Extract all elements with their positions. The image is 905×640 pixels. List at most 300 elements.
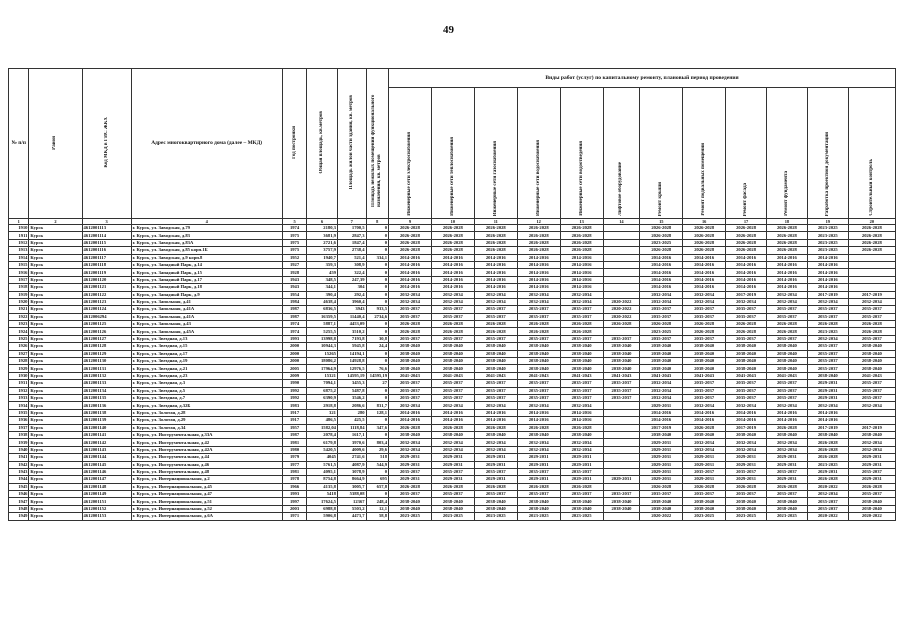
work-period-cell bbox=[603, 446, 640, 453]
kod-cell: 4612001129 bbox=[82, 350, 131, 357]
work-period-cell: 2035-2037 bbox=[683, 491, 726, 498]
work-period-cell: 2026-2028 bbox=[474, 239, 517, 246]
god-cell: 1978 bbox=[282, 476, 307, 483]
work-period-cell bbox=[848, 261, 895, 268]
work-period-cell: 2038-2040 bbox=[683, 505, 726, 512]
work-period-cell: 2038-2040 bbox=[389, 365, 432, 372]
work-period-cell: 2035-2037 bbox=[560, 491, 603, 498]
table-row bbox=[9, 454, 896, 461]
kod-cell: 4612001124 bbox=[82, 306, 131, 313]
work-period-cell bbox=[848, 269, 895, 276]
work-period-cell: 2014-2016 bbox=[683, 254, 726, 261]
work-period-cell: 2038-2040 bbox=[848, 498, 895, 505]
work-period-cell: 2032-2034 bbox=[766, 298, 807, 305]
table-row bbox=[9, 306, 896, 313]
table-row bbox=[9, 468, 896, 475]
work-period-cell: 2035-2037 bbox=[640, 306, 683, 313]
ploshad-zhil-cell: 14595,19 bbox=[337, 372, 366, 379]
ploshad-nezhil-cell: 2734,6 bbox=[366, 313, 388, 320]
work-period-cell: 2029-2031 bbox=[560, 476, 603, 483]
ploshad-obsh-cell: 2721,6 bbox=[307, 239, 338, 246]
ploshad-zhil-cell: 3546,2 bbox=[337, 394, 366, 401]
kod-cell: 4612001152 bbox=[82, 505, 131, 512]
work-period-cell: 2026-2028 bbox=[726, 328, 767, 335]
work-period-cell: 2038-2040 bbox=[474, 358, 517, 365]
row-number: 1910 bbox=[9, 225, 29, 232]
work-period-cell: 2014-2016 bbox=[517, 284, 560, 291]
kod-cell: 4612001118 bbox=[82, 261, 131, 268]
kod-cell: 4612001139 bbox=[82, 417, 131, 424]
work-period-cell: 2026-2028 bbox=[560, 424, 603, 431]
work-period-cell: 2035-2037 bbox=[389, 306, 432, 313]
work-period-cell: 2014-2016 bbox=[474, 254, 517, 261]
ploshad-zhil-cell: 3455,3 bbox=[337, 380, 366, 387]
work-period-cell: 2014-2016 bbox=[640, 269, 683, 276]
work-period-cell: 2038-2040 bbox=[766, 498, 807, 505]
god-cell: 1984 bbox=[282, 298, 307, 305]
row-number: 1930 bbox=[9, 372, 29, 379]
work-period-cell: 2014-2016 bbox=[726, 269, 767, 276]
work-period-cell: 2026-2028 bbox=[474, 321, 517, 328]
table-row bbox=[9, 476, 896, 483]
ploshad-obsh-cell: 17964,9 bbox=[307, 365, 338, 372]
work-period-cell: 2038-2040 bbox=[640, 350, 683, 357]
work-period-cell: 2038-2040 bbox=[766, 431, 807, 438]
work-period-cell: 2032-2034 bbox=[848, 439, 895, 446]
work-period-cell: 2026-2028 bbox=[683, 424, 726, 431]
header-ploshad-zhil: Площадь жилой части здания, кв. метров bbox=[337, 69, 366, 219]
adres-cell: г. Курск, ул. Инструментальная, д.42А bbox=[131, 446, 282, 453]
adres-cell: г. Курск, ул. Интернациональная, д.6А bbox=[131, 513, 282, 520]
work-period-cell: 2026-2028 bbox=[431, 247, 474, 254]
header-work-9: Ремонт фасада bbox=[726, 88, 767, 219]
ploshad-zhil-cell: 5388,08 bbox=[337, 491, 366, 498]
work-period-cell: 2032-2034 bbox=[431, 439, 474, 446]
ploshad-zhil-cell: 11440,4 bbox=[337, 313, 366, 320]
work-period-cell: 2035-2037 bbox=[726, 380, 767, 387]
ploshad-zhil-cell: 14928,8 bbox=[337, 358, 366, 365]
kod-cell: 4612001128 bbox=[82, 343, 131, 350]
work-period-cell: 2014-2016 bbox=[389, 254, 432, 261]
work-period-cell: 2029-2031 bbox=[726, 476, 767, 483]
ploshad-obsh-cell: 5887,1 bbox=[307, 321, 338, 328]
work-period-cell: 2035-2037 bbox=[683, 387, 726, 394]
work-period-cell: 2038-2040 bbox=[389, 358, 432, 365]
work-period-cell: 2035-2037 bbox=[807, 498, 848, 505]
work-period-cell bbox=[603, 261, 640, 268]
work-period-cell: 2026-2028 bbox=[431, 328, 474, 335]
god-cell: 1943 bbox=[282, 276, 307, 283]
work-period-cell: 2038-2040 bbox=[726, 365, 767, 372]
work-period-cell: 2032-2034 bbox=[683, 446, 726, 453]
work-period-cell: 2041-2043 bbox=[560, 372, 603, 379]
rayon-cell: Курск bbox=[29, 446, 82, 453]
work-period-cell: 2038-2040 bbox=[766, 343, 807, 350]
kod-cell: 4612001144 bbox=[82, 454, 131, 461]
column-number: 6 bbox=[307, 219, 338, 225]
work-period-cell bbox=[603, 461, 640, 468]
column-number: 3 bbox=[82, 219, 131, 225]
row-number: 1918 bbox=[9, 284, 29, 291]
work-period-cell: 2035-2037 bbox=[848, 491, 895, 498]
work-period-cell: 2017-2019 bbox=[807, 424, 848, 431]
ploshad-nezhil-cell: 76,6 bbox=[366, 365, 388, 372]
work-period-cell bbox=[603, 254, 640, 261]
work-period-cell: 2014-2016 bbox=[683, 261, 726, 268]
work-period-cell: 2014-2016 bbox=[431, 254, 474, 261]
work-period-cell: 2014-2016 bbox=[683, 269, 726, 276]
work-period-cell: 2038-2040 bbox=[726, 498, 767, 505]
row-number: 1949 bbox=[9, 513, 29, 520]
work-period-cell: 2032-2034 bbox=[389, 291, 432, 298]
ploshad-obsh-cell: 5418 bbox=[307, 491, 338, 498]
ploshad-zhil-cell: 2086,6 bbox=[337, 402, 366, 409]
adres-cell: г. Курск, ул. Золотая, д.29 bbox=[131, 417, 282, 424]
work-period-cell: 2038-2040 bbox=[726, 358, 767, 365]
work-period-cell: 2032-2034 bbox=[726, 446, 767, 453]
rayon-cell: Курск bbox=[29, 269, 82, 276]
column-number: 12 bbox=[517, 219, 560, 225]
kod-cell: 4612001151 bbox=[82, 498, 131, 505]
ploshad-zhil-cell: 3943 bbox=[337, 306, 366, 313]
work-period-cell: 2032-2034 bbox=[517, 298, 560, 305]
work-period-cell: 2017-2019 bbox=[726, 291, 767, 298]
work-period-cell: 2026-2028 bbox=[848, 225, 895, 232]
work-period-cell: 2026-2028 bbox=[560, 321, 603, 328]
adres-cell: г. Курск, ул. Заводская, д.83 bbox=[131, 232, 282, 239]
column-number: 9 bbox=[389, 219, 432, 225]
ploshad-zhil-cell: 2738,4 bbox=[337, 247, 366, 254]
column-number: 13 bbox=[560, 219, 603, 225]
work-period-cell: 2035-2037 bbox=[848, 394, 895, 401]
work-period-cell: 2014-2016 bbox=[389, 284, 432, 291]
work-period-cell: 2038-2040 bbox=[807, 431, 848, 438]
work-period-cell: 2026-2028 bbox=[431, 232, 474, 239]
work-period-cell: 2026-2028 bbox=[807, 476, 848, 483]
rayon-cell: Курск bbox=[29, 468, 82, 475]
work-period-cell: 2038-2040 bbox=[431, 505, 474, 512]
work-period-cell bbox=[603, 483, 640, 490]
work-period-cell: 2035-2037 bbox=[726, 394, 767, 401]
work-period-cell: 2035-2037 bbox=[848, 306, 895, 313]
table-row bbox=[9, 350, 896, 357]
work-period-cell: 2038-2040 bbox=[517, 431, 560, 438]
table-row bbox=[9, 261, 896, 268]
work-period-cell: 2014-2016 bbox=[517, 254, 560, 261]
row-number: 1911 bbox=[9, 232, 29, 239]
god-cell: 2000 bbox=[282, 350, 307, 357]
work-period-cell: 2023-2025 bbox=[807, 328, 848, 335]
adres-cell: г. Курск, ул. Заводская, д.83А bbox=[131, 239, 282, 246]
work-period-cell: 2026-2028 bbox=[766, 232, 807, 239]
work-period-cell: 2026-2028 bbox=[517, 232, 560, 239]
adres-cell: г. Курск, ул. Инструментальная, д.46 bbox=[131, 461, 282, 468]
ploshad-nezhil-cell: 0 bbox=[366, 350, 388, 357]
ploshad-nezhil-cell: 0 bbox=[366, 269, 388, 276]
work-period-cell: 2038-2040 bbox=[431, 350, 474, 357]
work-period-cell: 2017-2019 bbox=[848, 291, 895, 298]
work-period-cell bbox=[848, 276, 895, 283]
work-period-cell: 2038-2040 bbox=[517, 350, 560, 357]
ploshad-zhil-cell: 322,4 bbox=[337, 269, 366, 276]
adres-cell: г. Курск, ул. Звездная, д.32Б bbox=[131, 402, 282, 409]
work-period-cell: 2014-2016 bbox=[807, 284, 848, 291]
work-period-cell: 2026-2028 bbox=[389, 424, 432, 431]
god-cell: 1917 bbox=[282, 417, 307, 424]
rayon-cell: Курск bbox=[29, 505, 82, 512]
work-period-cell: 2035-2037 bbox=[766, 380, 807, 387]
ploshad-nezhil-cell: 14595,19 bbox=[366, 372, 388, 379]
work-period-cell: 2035-2037 bbox=[474, 491, 517, 498]
work-period-cell: 2035-2037 bbox=[560, 335, 603, 342]
work-period-cell: 2026-2028 bbox=[640, 321, 683, 328]
work-period-cell: 2035-2037 bbox=[766, 394, 807, 401]
work-period-cell: 2023-2025 bbox=[807, 232, 848, 239]
work-period-cell: 2014-2016 bbox=[389, 269, 432, 276]
work-period-cell: 2038-2040 bbox=[766, 358, 807, 365]
work-period-cell: 2038-2040 bbox=[640, 365, 683, 372]
work-period-cell: 2026-2028 bbox=[560, 239, 603, 246]
adres-cell: г. Курск, ул. Звездная, д.17 bbox=[131, 350, 282, 357]
header-work-11: Разработка проектной документации bbox=[807, 88, 848, 219]
work-period-cell: 2014-2016 bbox=[683, 284, 726, 291]
work-period-cell: 2014-2016 bbox=[431, 409, 474, 416]
work-period-cell: 2038-2040 bbox=[640, 498, 683, 505]
god-cell: 1981 bbox=[282, 439, 307, 446]
work-period-cell: 2035-2037 bbox=[683, 313, 726, 320]
work-period-cell: 2032-2034 bbox=[560, 298, 603, 305]
kod-cell: 4612001134 bbox=[82, 387, 131, 394]
work-period-cell: 2014-2016 bbox=[766, 261, 807, 268]
row-number: 1937 bbox=[9, 424, 29, 431]
header-work-6: Лифтовое оборудование bbox=[603, 88, 640, 219]
row-number: 1916 bbox=[9, 269, 29, 276]
work-period-cell: 2035-2037 bbox=[603, 380, 640, 387]
adres-cell: г. Курск, ул. Заводская, д.9 корп.8 bbox=[131, 254, 282, 261]
work-period-cell: 2032-2034 bbox=[726, 298, 767, 305]
adres-cell: г. Курск, ул. Интернациональная, д.2 bbox=[131, 476, 282, 483]
work-period-cell: 2035-2037 bbox=[517, 313, 560, 320]
header-npp: № п/п bbox=[9, 69, 29, 219]
table-row bbox=[9, 483, 896, 490]
adres-cell: г. Курск, ул. Инструментальная, д.42 bbox=[131, 439, 282, 446]
rayon-cell: Курск bbox=[29, 225, 82, 232]
work-period-cell: 2035-2037 bbox=[517, 335, 560, 342]
work-period-cell: 2029-2031 bbox=[807, 387, 848, 394]
work-period-cell: 2035-2037 bbox=[603, 491, 640, 498]
ploshad-nezhil-cell: 0 bbox=[366, 387, 388, 394]
work-period-cell: 2026-2028 bbox=[389, 232, 432, 239]
work-period-cell: 2014-2016 bbox=[726, 254, 767, 261]
work-period-cell: 2026-2028 bbox=[766, 247, 807, 254]
work-period-cell: 2038-2040 bbox=[683, 365, 726, 372]
row-number: 1939 bbox=[9, 439, 29, 446]
god-cell: 1975 bbox=[282, 232, 307, 239]
work-period-cell: 2026-2028 bbox=[848, 328, 895, 335]
rayon-cell: Курск bbox=[29, 476, 82, 483]
work-period-cell: 2029-2031 bbox=[807, 468, 848, 475]
work-period-cell: 2032-2034 bbox=[640, 298, 683, 305]
work-period-cell: 2035-2037 bbox=[766, 387, 807, 394]
work-period-cell: 2029-2031 bbox=[848, 476, 895, 483]
adres-cell: г. Курск, ул. Инструментальная, д.33А bbox=[131, 431, 282, 438]
rayon-cell: Курск bbox=[29, 483, 82, 490]
kod-cell: 4612001145 bbox=[82, 461, 131, 468]
work-period-cell: 2029-2031 bbox=[560, 454, 603, 461]
rayon-cell: Курск bbox=[29, 284, 82, 291]
work-period-cell: 2032-2034 bbox=[683, 291, 726, 298]
work-period-cell: 2035-2037 bbox=[726, 468, 767, 475]
adres-cell: г. Курск, ул. Интернациональная, д.47 bbox=[131, 491, 282, 498]
work-period-cell: 2014-2016 bbox=[560, 269, 603, 276]
ploshad-nezhil-cell: 248,4 bbox=[366, 498, 388, 505]
work-period-cell: 2041-2043 bbox=[640, 372, 683, 379]
work-period-cell: 2026-2028 bbox=[517, 247, 560, 254]
work-period-cell: 2035-2037 bbox=[766, 306, 807, 313]
god-cell: 1974 bbox=[282, 321, 307, 328]
work-period-cell: 2035-2037 bbox=[848, 468, 895, 475]
work-period-cell: 2023-2025 bbox=[726, 513, 767, 520]
work-period-cell: 2026-2028 bbox=[807, 454, 848, 461]
work-period-cell: 2032-2034 bbox=[431, 291, 474, 298]
work-period-cell: 2038-2040 bbox=[603, 350, 640, 357]
work-period-cell: 2032-2034 bbox=[474, 446, 517, 453]
work-period-cell: 2035-2037 bbox=[560, 387, 603, 394]
work-period-cell: 2014-2016 bbox=[766, 276, 807, 283]
work-period-cell: 2038-2040 bbox=[848, 431, 895, 438]
work-period-cell: 2035-2037 bbox=[560, 380, 603, 387]
ploshad-nezhil-cell: 0 bbox=[366, 298, 388, 305]
work-period-cell: 2029-2031 bbox=[431, 461, 474, 468]
god-cell: 1957 bbox=[282, 424, 307, 431]
work-period-cell: 2020-2022 bbox=[807, 513, 848, 520]
work-period-cell: 2035-2037 bbox=[603, 387, 640, 394]
work-period-cell: 2032-2034 bbox=[389, 298, 432, 305]
work-period-cell: 2032-2034 bbox=[517, 439, 560, 446]
work-period-cell: 2014-2016 bbox=[431, 284, 474, 291]
rayon-cell: Курск bbox=[29, 254, 82, 261]
work-period-cell: 2026-2028 bbox=[766, 424, 807, 431]
header-works-group: Виды работ (услуг) по капитальному ремонту, плановый период проведения bbox=[389, 69, 896, 88]
work-period-cell: 2038-2040 bbox=[474, 365, 517, 372]
work-period-cell: 2038-2040 bbox=[474, 498, 517, 505]
work-period-cell bbox=[603, 439, 640, 446]
ploshad-obsh-cell: 6390,9 bbox=[307, 394, 338, 401]
column-number: 10 bbox=[431, 219, 474, 225]
ploshad-obsh-cell: 3681,9 bbox=[307, 232, 338, 239]
work-period-cell: 2035-2037 bbox=[389, 491, 432, 498]
work-period-cell: 2014-2016 bbox=[474, 409, 517, 416]
work-period-cell: 2026-2028 bbox=[603, 321, 640, 328]
work-period-cell: 2020-2022 bbox=[848, 513, 895, 520]
row-number: 1927 bbox=[9, 350, 29, 357]
header-ploshad-obsh: Общая площадь, кв.метров bbox=[307, 69, 338, 219]
work-period-cell: 2032-2034 bbox=[766, 439, 807, 446]
ploshad-obsh-cell: 5761,5 bbox=[307, 461, 338, 468]
work-period-cell: 2035-2037 bbox=[431, 313, 474, 320]
work-period-cell: 2029-2031 bbox=[766, 454, 807, 461]
work-period-cell: 2035-2037 bbox=[683, 335, 726, 342]
work-period-cell: 2014-2016 bbox=[560, 261, 603, 268]
ploshad-nezhil-cell: 29,6 bbox=[366, 446, 388, 453]
work-period-cell: 2023-2025 bbox=[807, 461, 848, 468]
adres-cell: г. Курск, ул. Западный Парк, д.15 bbox=[131, 269, 282, 276]
table-row bbox=[9, 254, 896, 261]
work-period-cell: 2026-2028 bbox=[683, 232, 726, 239]
table-row bbox=[9, 365, 896, 372]
rayon-cell: Курск bbox=[29, 291, 82, 298]
ploshad-obsh-cell: 15265 bbox=[307, 350, 338, 357]
work-period-cell bbox=[603, 409, 640, 416]
work-period-cell bbox=[603, 417, 640, 424]
work-period-cell: 2014-2016 bbox=[807, 276, 848, 283]
adres-cell: г. Курск, ул. Золотая, д.34 bbox=[131, 424, 282, 431]
rayon-cell: Курск bbox=[29, 343, 82, 350]
work-period-cell: 2038-2040 bbox=[560, 365, 603, 372]
work-period-cell: 2014-2016 bbox=[389, 409, 432, 416]
work-period-cell: 2026-2028 bbox=[517, 225, 560, 232]
ploshad-zhil-cell: 5487,8 bbox=[337, 387, 366, 394]
work-period-cell: 2035-2037 bbox=[766, 335, 807, 342]
ploshad-obsh-cell: 6875,2 bbox=[307, 387, 338, 394]
work-period-cell: 2020-2022 bbox=[603, 313, 640, 320]
ploshad-obsh-cell: 2078,4 bbox=[307, 431, 338, 438]
work-period-cell: 2029-2031 bbox=[517, 476, 560, 483]
ploshad-nezhil-cell: 0 bbox=[366, 247, 388, 254]
rayon-cell: Курск bbox=[29, 498, 82, 505]
work-period-cell: 2041-2043 bbox=[431, 372, 474, 379]
work-period-cell: 2032-2034 bbox=[474, 298, 517, 305]
work-period-cell: 2032-2034 bbox=[640, 291, 683, 298]
work-period-cell: 2026-2028 bbox=[766, 321, 807, 328]
work-period-cell: 2029-2031 bbox=[726, 454, 767, 461]
work-period-cell bbox=[603, 291, 640, 298]
row-number: 1944 bbox=[9, 476, 29, 483]
work-period-cell bbox=[603, 513, 640, 520]
work-period-cell: 2017-2019 bbox=[726, 424, 767, 431]
row-number: 1925 bbox=[9, 335, 29, 342]
rayon-cell: Курск bbox=[29, 380, 82, 387]
work-period-cell bbox=[603, 402, 640, 409]
work-period-cell: 2026-2028 bbox=[848, 247, 895, 254]
ploshad-nezhil-cell: 0 bbox=[366, 321, 388, 328]
work-period-cell: 2035-2037 bbox=[766, 491, 807, 498]
table-row bbox=[9, 247, 896, 254]
god-cell: 1997 bbox=[282, 498, 307, 505]
work-period-cell: 2032-2034 bbox=[766, 402, 807, 409]
work-period-cell: 2026-2028 bbox=[640, 232, 683, 239]
work-period-cell: 2029-2031 bbox=[389, 454, 432, 461]
work-period-cell: 2032-2034 bbox=[683, 402, 726, 409]
header-work-12: Строительный контроль bbox=[848, 88, 895, 219]
ploshad-zhil-cell: 425,5 bbox=[337, 417, 366, 424]
god-cell: 1987 bbox=[282, 431, 307, 438]
kod-cell: 4612001148 bbox=[82, 483, 131, 490]
ploshad-zhil-cell: 12976,5 bbox=[337, 365, 366, 372]
god-cell: 1993 bbox=[282, 491, 307, 498]
rayon-cell: Курск bbox=[29, 313, 82, 320]
work-period-cell: 2035-2037 bbox=[640, 335, 683, 342]
ploshad-zhil-cell: 1847,4 bbox=[337, 239, 366, 246]
rayon-cell: Курск bbox=[29, 298, 82, 305]
table-row bbox=[9, 402, 896, 409]
row-number: 1947 bbox=[9, 498, 29, 505]
work-period-cell: 2038-2040 bbox=[431, 431, 474, 438]
work-period-cell: 2038-2040 bbox=[474, 431, 517, 438]
ploshad-obsh-cell: 4095,1 bbox=[307, 468, 338, 475]
work-period-cell: 2038-2040 bbox=[389, 505, 432, 512]
adres-cell: г. Курск, ул. Звездная, д.15 bbox=[131, 343, 282, 350]
